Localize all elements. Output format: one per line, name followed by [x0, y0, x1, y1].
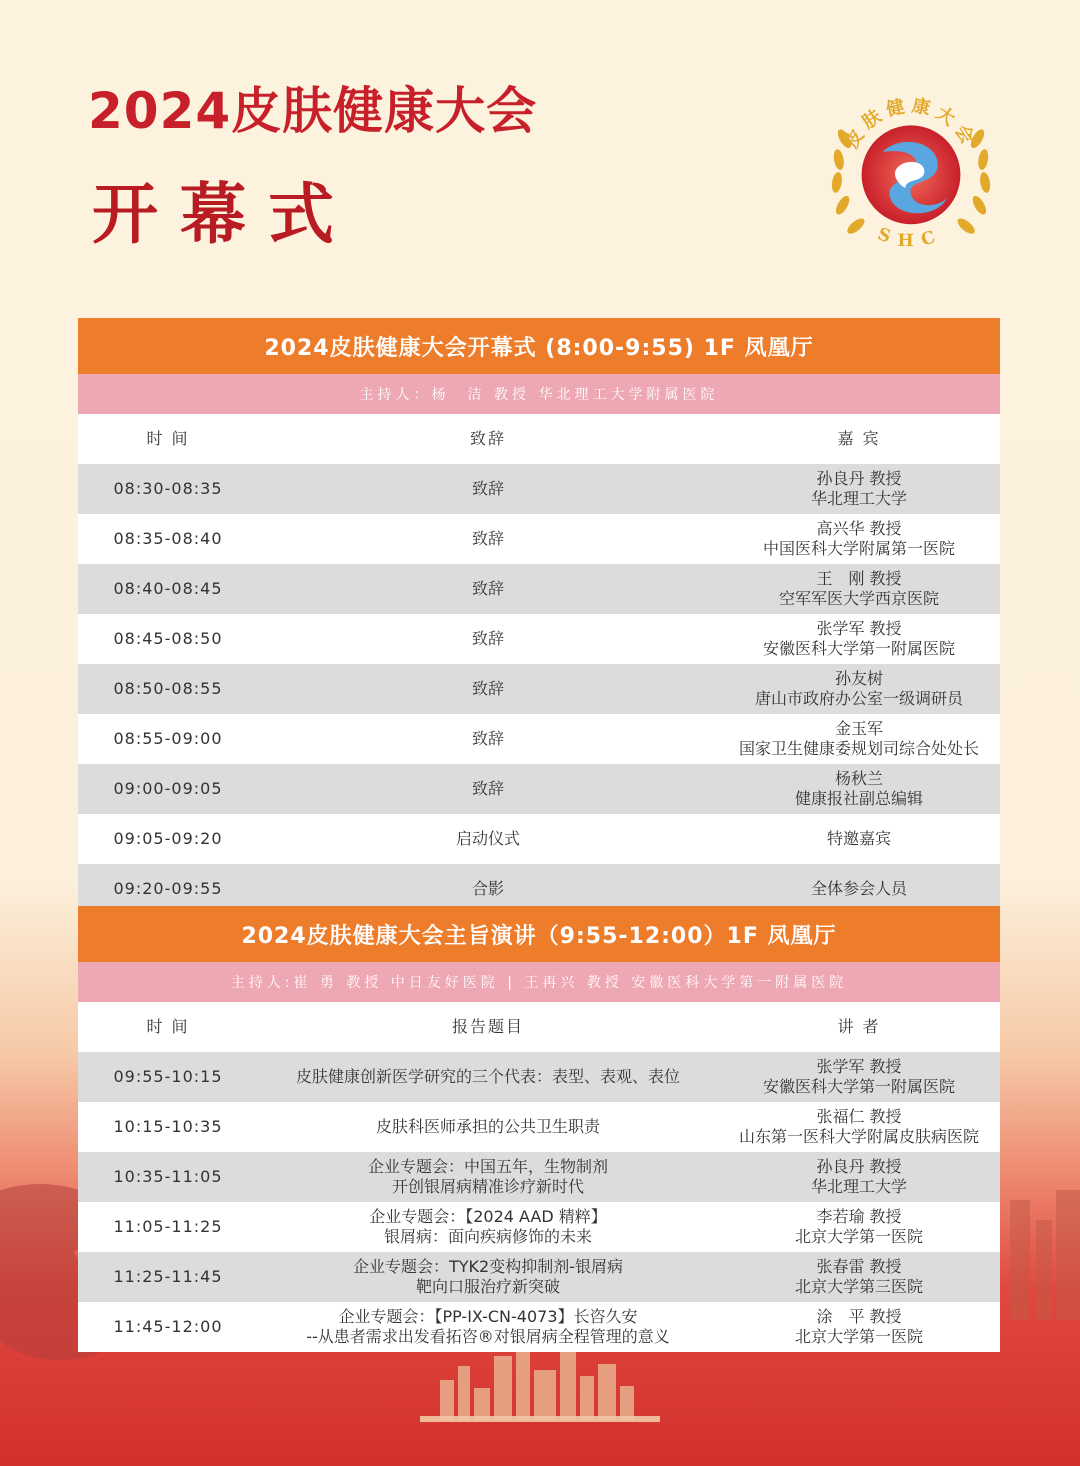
person-name: 张福仁 教授 — [816, 1107, 902, 1126]
section-heading: 2024皮肤健康大会主旨演讲（9:55-12:00）1F 凤凰厅 — [78, 906, 1000, 962]
item-text: 企业专题会：TYK2变构抑制剂-银屑病 — [353, 1257, 623, 1276]
table-row — [78, 1302, 1000, 1352]
column-header-guest: 嘉 宾 — [837, 429, 881, 448]
time-text: 11:05-11:25 — [113, 1217, 223, 1236]
table-row — [78, 1152, 1000, 1202]
time-cell — [78, 1152, 258, 1202]
section-heading: 2024皮肤健康大会开幕式 (8:00-9:55) 1F 凤凰厅 — [78, 318, 1000, 374]
item-cell — [258, 1052, 718, 1102]
person-name: 金玉军 — [834, 719, 883, 738]
time-text: 08:50-08:55 — [113, 679, 223, 698]
table-row — [78, 1052, 1000, 1102]
person-affiliation: 华北理工大学 — [810, 1177, 907, 1196]
table-header-row — [78, 1002, 1000, 1052]
table-row — [78, 464, 1000, 514]
time-cell — [78, 1302, 258, 1352]
person-cell — [718, 614, 1000, 664]
time-cell — [78, 814, 258, 864]
page-title: 2024皮肤健康大会 — [88, 82, 538, 140]
time-text: 10:35-11:05 — [113, 1167, 223, 1186]
person-name: 张学军 教授 — [816, 619, 902, 638]
item-cell — [258, 714, 718, 764]
item-text: 致辞 — [471, 529, 504, 548]
item-text: 开创银屑病精准诊疗新时代 — [391, 1177, 584, 1196]
person-cell — [718, 1052, 1000, 1102]
time-text: 08:55-09:00 — [113, 729, 223, 748]
item-text: 企业专题会：【PP-IX-CN-4073】长咨久安 — [338, 1307, 638, 1326]
person-affiliation: 空军军医大学西京医院 — [778, 589, 939, 608]
person-name: 孙友树 — [834, 669, 883, 688]
keynote-section — [78, 906, 1000, 1352]
person-affiliation: 安徽医科大学第一附属医院 — [762, 639, 955, 658]
table-row — [78, 1202, 1000, 1252]
column-header-topic: 报告题目 — [451, 1017, 524, 1036]
column-header-speaker: 讲 者 — [837, 1017, 881, 1036]
item-cell — [258, 1102, 718, 1152]
person-affiliation: 山东第一医科大学附属皮肤病医院 — [738, 1127, 979, 1146]
column-header-time: 时 间 — [146, 429, 190, 448]
person-name: 孙良丹 教授 — [816, 469, 902, 488]
person-affiliation: 北京大学第三医院 — [794, 1277, 923, 1296]
svg-text:SHC — [875, 224, 947, 251]
item-cell — [258, 764, 718, 814]
item-cell — [258, 664, 718, 714]
host-info: 主持人:崔 勇 教授 中日友好医院 | 王再兴 教授 安徽医科大学第一附属医院 — [78, 962, 1000, 1002]
time-text: 11:25-11:45 — [113, 1267, 223, 1286]
time-cell — [78, 664, 258, 714]
schedule-rows — [78, 1052, 1000, 1352]
item-text: 致辞 — [471, 479, 504, 498]
item-text: 靶向口服治疗新突破 — [415, 1277, 560, 1296]
person-affiliation: 北京大学第一医院 — [794, 1227, 923, 1246]
item-text: 企业专题会：中国五年，生物制剂 — [367, 1157, 608, 1176]
table-row — [78, 1102, 1000, 1152]
item-cell — [258, 564, 718, 614]
time-text: 11:45-12:00 — [113, 1317, 223, 1336]
time-cell — [78, 1252, 258, 1302]
person-affiliation: 唐山市政府办公室一级调研员 — [754, 689, 963, 708]
column-header-time: 时 间 — [146, 1017, 190, 1036]
item-cell — [258, 814, 718, 864]
item-cell — [258, 464, 718, 514]
time-cell — [78, 764, 258, 814]
time-text: 08:40-08:45 — [113, 579, 223, 598]
time-cell — [78, 1202, 258, 1252]
column-header-item: 致辞 — [469, 429, 506, 448]
table-row — [78, 1252, 1000, 1302]
page-subtitle: 开幕式 — [92, 175, 356, 253]
person-name: 涂 平 教授 — [816, 1307, 902, 1326]
person-cell — [718, 514, 1000, 564]
person-name: 张春雷 教授 — [816, 1257, 902, 1276]
person-cell — [718, 1152, 1000, 1202]
item-cell — [258, 1202, 718, 1252]
time-cell — [78, 464, 258, 514]
opening-ceremony-section — [78, 318, 1000, 914]
table-row — [78, 664, 1000, 714]
person-name: 全体参会人员 — [810, 879, 907, 898]
logo-arc-text: 皮肤健康大会 — [841, 95, 981, 153]
table-row — [78, 514, 1000, 564]
person-cell — [718, 564, 1000, 614]
item-text: --从患者需求出发看拓咨®对银屑病全程管理的意义 — [306, 1327, 670, 1346]
item-text: 合影 — [471, 879, 504, 898]
time-text: 08:35-08:40 — [113, 529, 223, 548]
item-text: 致辞 — [471, 679, 504, 698]
time-text: 09:05-09:20 — [113, 829, 223, 848]
person-cell — [718, 714, 1000, 764]
item-cell — [258, 614, 718, 664]
person-name: 杨秋兰 — [834, 769, 883, 788]
time-cell — [78, 514, 258, 564]
person-cell — [718, 1252, 1000, 1302]
person-cell — [718, 1202, 1000, 1252]
item-text: 启动仪式 — [455, 829, 520, 848]
person-name: 特邀嘉宾 — [826, 829, 891, 848]
table-header-row — [78, 414, 1000, 464]
time-text: 10:15-10:35 — [113, 1117, 223, 1136]
person-name: 张学军 教授 — [816, 1057, 902, 1076]
item-text: 致辞 — [471, 729, 504, 748]
item-cell — [258, 1152, 718, 1202]
shc-logo — [816, 76, 1006, 266]
time-cell — [78, 714, 258, 764]
time-cell — [78, 614, 258, 664]
person-name: 高兴华 教授 — [816, 519, 902, 538]
logo-abbr-text: SHC — [875, 224, 947, 252]
person-cell — [718, 1102, 1000, 1152]
person-name: 李若瑜 教授 — [816, 1207, 902, 1226]
table-row — [78, 814, 1000, 864]
person-affiliation: 北京大学第一医院 — [794, 1327, 923, 1346]
item-text: 致辞 — [471, 629, 504, 648]
time-text: 08:45-08:50 — [113, 629, 223, 648]
person-name: 孙良丹 教授 — [816, 1157, 902, 1176]
person-cell — [718, 464, 1000, 514]
time-text: 09:55-10:15 — [113, 1067, 223, 1086]
person-cell — [718, 664, 1000, 714]
item-text: 企业专题会：【2024 AAD 精粹】 — [369, 1207, 607, 1226]
person-cell — [718, 814, 1000, 864]
table-row — [78, 764, 1000, 814]
table-row — [78, 614, 1000, 664]
item-cell — [258, 514, 718, 564]
item-text: 皮肤科医师承担的公共卫生职责 — [375, 1117, 600, 1136]
table-row — [78, 714, 1000, 764]
time-cell — [78, 1052, 258, 1102]
person-cell — [718, 764, 1000, 814]
item-cell — [258, 1252, 718, 1302]
item-text: 致辞 — [471, 779, 504, 798]
person-affiliation: 中国医科大学附属第一医院 — [762, 539, 955, 558]
schedule-rows — [78, 464, 1000, 914]
host-info: 主持人：杨 洁 教授 华北理工大学附属医院 — [78, 374, 1000, 414]
time-text: 09:00-09:05 — [113, 779, 223, 798]
time-cell — [78, 1102, 258, 1152]
person-affiliation: 健康报社副总编辑 — [794, 789, 923, 808]
item-text: 银屑病：面向疾病修饰的未来 — [383, 1227, 592, 1246]
person-cell — [718, 1302, 1000, 1352]
time-cell — [78, 564, 258, 614]
item-cell — [258, 1302, 718, 1352]
table-row — [78, 564, 1000, 614]
person-affiliation: 华北理工大学 — [810, 489, 907, 508]
person-name: 王 刚 教授 — [816, 569, 902, 588]
item-text: 致辞 — [471, 579, 504, 598]
person-affiliation: 国家卫生健康委规划司综合处处长 — [738, 739, 979, 758]
item-text: 皮肤健康创新医学研究的三个代表：表型、表观、表位 — [295, 1067, 680, 1086]
person-affiliation: 安徽医科大学第一附属医院 — [762, 1077, 955, 1096]
time-text: 09:20-09:55 — [113, 879, 223, 898]
time-text: 08:30-08:35 — [113, 479, 223, 498]
